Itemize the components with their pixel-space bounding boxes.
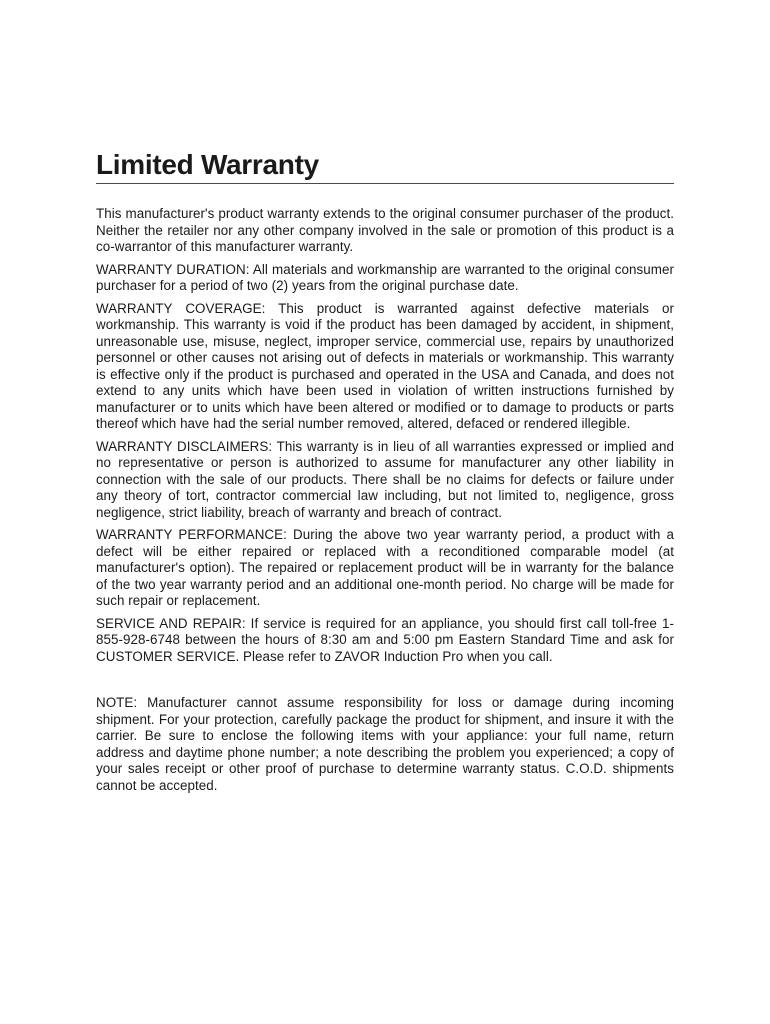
paragraph-warranty-coverage: WARRANTY COVERAGE: This product is warranted against defective materials or workmanship. This warranty is void if the product has been damaged by accident, in shipment, unreasonable use, misuse, neglect, improper service, commercial use, repairs by unauthorized personnel or other causes not arising out of defects in materials or workmanship. This warranty is effective only if the product is purchased and operated in the USA and Canada, and does not extend to any units which have been used in violation of written instructions furnished by manufacturer or to units which have been altered or modified or to damage to products or parts thereof which have had the serial number removed, altered, defaced or rendered illegible. — [96, 300, 674, 431]
page-title: Limited Warranty — [96, 149, 319, 180]
paragraph-warranty-disclaimers: WARRANTY DISCLAIMERS: This warranty is in lieu of all warranties expressed or implied and no representative or person is authorized to assume for manufacturer any other liability in connection with the sale of our products. There shall be no claims for defects or failure under any theory of tort, contractor commercial law including, but not limited to, negligence, gross negligence, strict liability, breach of warranty and breach of contract. — [96, 438, 674, 520]
paragraph-service-and-repair: SERVICE AND REPAIR: If service is required for an appliance, you should first call toll-free 1-855-928-6748 between the hours of 8:30 am and 5:00 pm Eastern Standard Time and ask for CUSTOMER SERVICE. Please refer to ZAVOR Induction Pro when you call. — [96, 615, 674, 664]
paragraph-intro: This manufacturer's product warranty extends to the original consumer purchaser of the product. Neither the retailer nor any other company involved in the sale or promotion of this product is a co-warrantor of this manufacturer warranty. — [96, 206, 674, 254]
paragraph-warranty-duration: WARRANTY DURATION: All materials and workmanship are warranted to the original consumer purchaser for a period of two (2) years from the original purchase date. — [96, 261, 674, 293]
title-divider — [96, 183, 674, 184]
paragraph-warranty-performance: WARRANTY PERFORMANCE: During the above two year warranty period, a product with a defect will be either repaired or replaced with a reconditioned comparable model (at manufacturer's option). The repaired or replacement product will be in warranty for the balance of the two year warranty period and an additional one-month period. No charge will be made for such repair or replacement. — [96, 527, 674, 608]
document-page — [96, 148, 674, 800]
paragraph-note: NOTE: Manufacturer cannot assume responsibility for loss or damage during incoming shipment. For your protection, carefully package the product for shipment, and insure it with the carrier. Be sure to enclose the following items with your appliance: your full name, return address and daytime phone number; a note describing the problem you experienced; a copy of your sales receipt or other proof of purchase to determine warranty status. C.O.D. shipments cannot be accepted. — [96, 695, 674, 793]
